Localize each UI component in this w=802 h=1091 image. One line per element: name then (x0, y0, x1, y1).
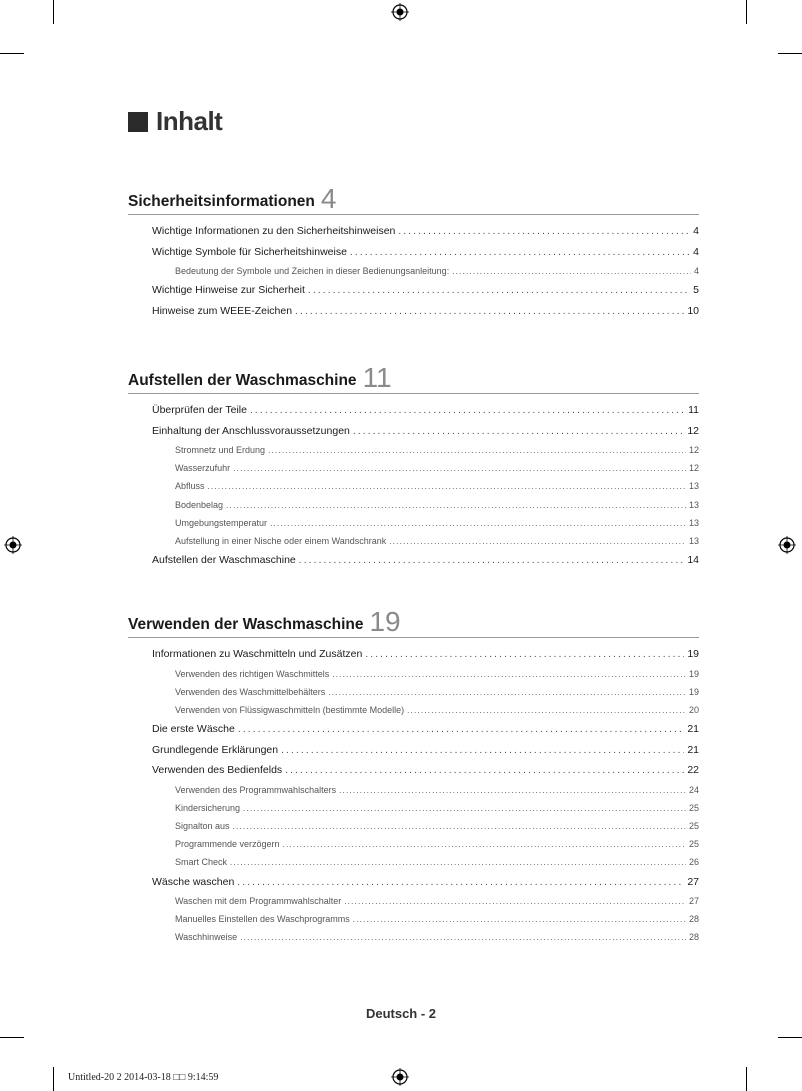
toc-entry-page: 12 (687, 424, 699, 437)
toc-entry-page: 4 (693, 225, 699, 237)
toc-entry-page: 21 (687, 723, 699, 736)
toc-entry-label: Wichtige Informationen zu den Sicherheitshinweisen (152, 225, 396, 237)
toc-subentry[interactable] (128, 262, 699, 280)
crop-mark (0, 53, 24, 54)
section-title: Verwenden der Waschmaschine (128, 616, 364, 633)
dot-leader (350, 243, 690, 263)
toc-entry-page: 4 (693, 266, 699, 276)
toc-entry-page: 21 (687, 743, 699, 756)
toc-entry-label: Aufstellung in einer Nische oder einem Wandschrank (175, 535, 387, 546)
toc-entry[interactable] (128, 719, 699, 740)
dot-leader (407, 702, 686, 719)
toc-entry-page: 25 (688, 802, 699, 813)
registration-mark-icon (778, 536, 796, 554)
toc-subentry[interactable] (128, 892, 699, 910)
toc-entry-label: Stromnetz und Erdung (175, 445, 266, 455)
square-bullet-icon (128, 112, 148, 132)
toc-entry-label: Hinweise zum WEEE-Zeichen (152, 304, 293, 317)
toc-entry-label: Bodenbelag (175, 499, 224, 510)
toc-entry-label: Wäsche waschen (152, 875, 235, 888)
dot-leader (308, 281, 690, 301)
dot-leader (240, 929, 686, 946)
dot-leader (339, 782, 686, 799)
crop-mark (746, 0, 747, 24)
toc-entry[interactable] (128, 644, 699, 665)
dot-leader (332, 666, 686, 683)
toc-entry[interactable] (128, 872, 699, 893)
dot-leader (208, 478, 686, 495)
crop-mark (53, 0, 54, 24)
toc-entry-page: 19 (688, 668, 699, 679)
toc-entry-label: Wichtige Symbole für Sicherheitshinweise (152, 245, 347, 258)
toc-entry-page: 27 (687, 875, 699, 888)
dot-leader (299, 551, 685, 571)
dot-leader (353, 422, 684, 442)
toc-subentry[interactable] (128, 835, 699, 853)
toc-entry-page: 26 (688, 857, 699, 868)
toc-entry-page: 19 (687, 648, 699, 660)
toc-subentry[interactable] (128, 799, 699, 817)
toc-entry-label: Verwenden des Waschmittelbehälters (175, 686, 326, 697)
toc-entry-page: 19 (688, 686, 699, 697)
toc-subentry[interactable] (128, 532, 699, 550)
toc-entry-page: 25 (688, 839, 699, 850)
dot-leader (233, 460, 686, 477)
toc-subentry[interactable] (128, 459, 699, 477)
toc-entry-page: 20 (688, 704, 699, 715)
section-heading[interactable] (128, 603, 699, 638)
toc-subentry[interactable] (128, 683, 699, 701)
dot-leader (398, 222, 690, 242)
toc-entry[interactable] (128, 242, 699, 263)
crop-mark (53, 1067, 54, 1091)
page-title-text: Inhalt (156, 106, 223, 136)
toc-entry-label: Verwenden von Flüssigwaschmitteln (bestimmte Modelle) (175, 704, 405, 715)
toc-subentry[interactable] (128, 496, 699, 514)
toc-subentry[interactable] (128, 477, 699, 495)
toc-entry-label: Waschhinweise (175, 932, 238, 943)
page-footer: Deutsch - 2 (365, 1006, 437, 1021)
crop-mark (778, 1037, 802, 1038)
dot-leader (230, 854, 686, 871)
section-title: Aufstellen der Waschmaschine (128, 372, 357, 389)
toc-entry-label: Manuelles Einstellen des Waschprogramms (175, 914, 350, 925)
toc-entry-list (128, 400, 699, 571)
dot-leader (328, 684, 686, 701)
print-info: Untitled-20 2 2014-03-18 □□ 9:14:59 (68, 1072, 219, 1083)
toc-entry[interactable] (128, 760, 699, 781)
section-heading[interactable] (128, 359, 699, 394)
toc-entry-label: Aufstellen der Waschmaschine (152, 554, 296, 567)
toc-entry-label: Umgebungstemperatur (175, 517, 268, 528)
toc-subentry[interactable] (128, 441, 699, 459)
toc-entry-page: 5 (693, 284, 699, 297)
toc-entry[interactable] (128, 221, 699, 242)
toc-section (128, 603, 699, 947)
toc-subentry[interactable] (128, 665, 699, 683)
toc-subentry[interactable] (128, 514, 699, 532)
toc-entry-label: Verwenden des richtigen Waschmittels (175, 668, 330, 679)
toc-entry-label: Bedeutung der Symbole und Zeichen in dieser Bedienungsanleitung: (175, 266, 450, 276)
dot-leader (233, 818, 686, 835)
toc-entry[interactable] (128, 400, 699, 421)
dot-leader (250, 401, 685, 421)
toc-entry-list (128, 644, 699, 947)
toc-subentry[interactable] (128, 910, 699, 928)
toc-entry-page: 12 (688, 445, 699, 455)
toc-entry-label: Überprüfen der Teile (152, 404, 247, 416)
section-page-number: 19 (369, 606, 401, 637)
dot-leader (452, 263, 691, 280)
toc-entry[interactable] (128, 301, 699, 322)
toc-entry[interactable] (128, 740, 699, 761)
toc-entry-label: Die erste Wäsche (152, 723, 235, 736)
toc-entry-label: Verwenden des Bedienfelds (152, 764, 283, 777)
crop-mark (778, 53, 802, 54)
toc-subentry[interactable] (128, 853, 699, 871)
registration-mark-icon (391, 1068, 409, 1086)
toc-entry-label: Verwenden des Programmwahlschalters (175, 784, 337, 795)
dot-leader (281, 741, 684, 761)
toc-entry-label: Wichtige Hinweise zur Sicherheit (152, 284, 305, 297)
dot-leader (243, 800, 686, 817)
toc-entry-page: 27 (688, 896, 699, 906)
toc-entry-label: Waschen mit dem Programmwahlschalter (175, 896, 342, 906)
dot-leader (344, 893, 686, 910)
toc-entry-page: 28 (688, 914, 699, 925)
toc-subentry[interactable] (128, 928, 699, 946)
crop-mark (746, 1067, 747, 1091)
toc-entry-label: Einhaltung der Anschlussvoraussetzungen (152, 424, 350, 437)
toc-entry-page: 12 (688, 463, 699, 474)
toc-entry[interactable] (128, 280, 699, 301)
toc-section (128, 180, 699, 321)
toc-entry-page: 11 (688, 404, 699, 416)
section-heading[interactable] (128, 180, 699, 215)
toc-subentry[interactable] (128, 701, 699, 719)
dot-leader (226, 497, 686, 514)
toc-entry-label: Informationen zu Waschmitteln und Zusätzen (152, 648, 363, 660)
dot-leader (268, 442, 686, 459)
dot-leader (283, 836, 686, 853)
toc-entry-page: 28 (688, 932, 699, 943)
toc-entry-page: 10 (687, 304, 699, 317)
toc-entry-label: Wasserzufuhr (175, 463, 231, 474)
page-title (128, 106, 222, 137)
dot-leader (237, 873, 684, 893)
toc-entry-page: 13 (688, 535, 699, 546)
toc-entry-label: Kindersicherung (175, 802, 241, 813)
toc-entry-page: 22 (687, 764, 699, 777)
dot-leader (238, 720, 684, 740)
dot-leader (285, 761, 684, 781)
toc-subentry[interactable] (128, 817, 699, 835)
toc-entry-list (128, 221, 699, 321)
section-page-number: 4 (320, 183, 337, 214)
registration-mark-icon (4, 536, 22, 554)
crop-mark (0, 1037, 24, 1038)
toc-entry-page: 4 (693, 245, 699, 258)
toc-entry[interactable] (128, 550, 699, 571)
dot-leader (365, 645, 684, 665)
toc-entry-label: Programmende verzögern (175, 839, 280, 850)
toc-entry-label: Signalton aus (175, 820, 230, 831)
dot-leader (295, 302, 684, 322)
registration-mark-icon (391, 3, 409, 21)
toc-entry[interactable] (128, 421, 699, 442)
toc-entry-page: 13 (688, 481, 699, 492)
toc-entry-page: 13 (688, 517, 699, 528)
toc-entry-label: Abfluss (175, 481, 205, 492)
toc-entry-page: 13 (688, 499, 699, 510)
toc-section (128, 359, 699, 571)
toc-entry-page: 14 (687, 554, 699, 567)
dot-leader (270, 515, 686, 532)
toc-entry-page: 25 (688, 820, 699, 831)
toc-entry-label: Grundlegende Erklärungen (152, 743, 279, 756)
dot-leader (389, 533, 686, 550)
section-title: Sicherheitsinformationen (128, 193, 315, 210)
toc-subentry[interactable] (128, 781, 699, 799)
toc-entry-page: 24 (688, 784, 699, 795)
toc-entry-label: Smart Check (175, 857, 228, 868)
dot-leader (353, 911, 686, 928)
section-page-number: 11 (362, 362, 392, 393)
